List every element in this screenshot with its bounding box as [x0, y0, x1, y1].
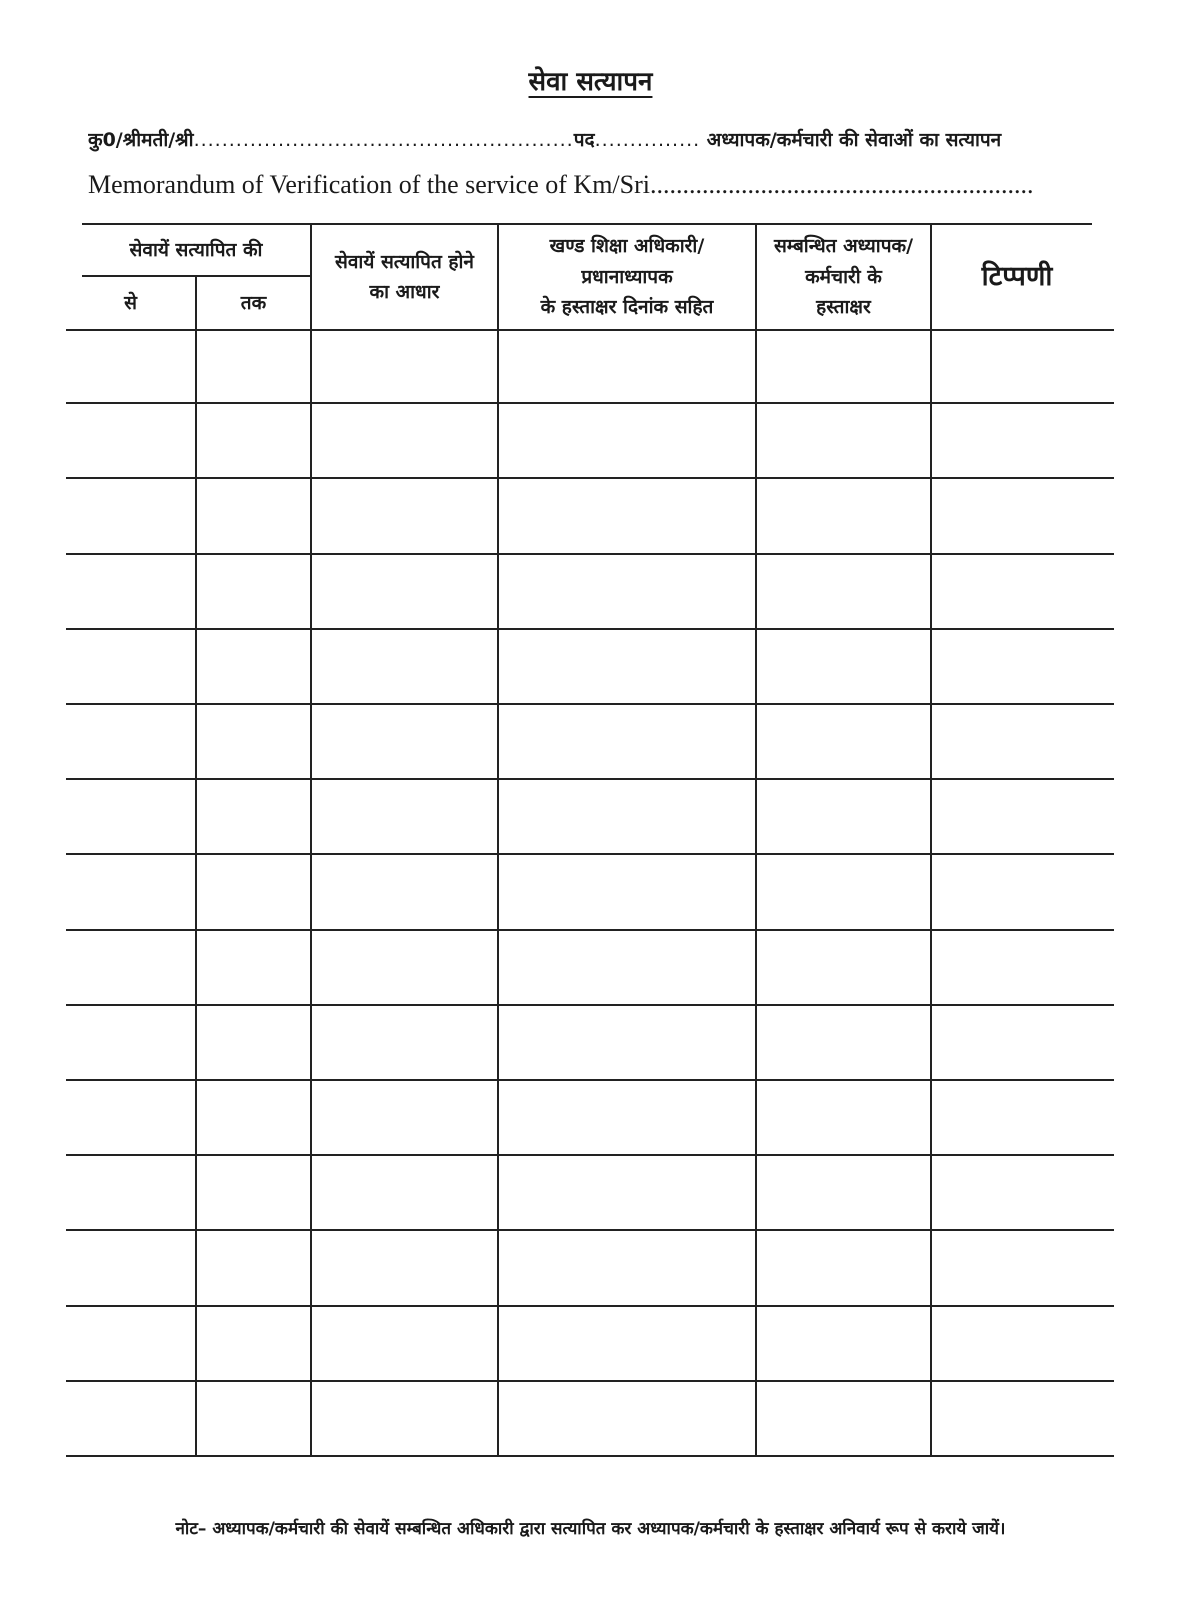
- cell-officer-signature[interactable]: [499, 479, 757, 554]
- cell-basis[interactable]: [312, 1006, 499, 1081]
- cell-basis[interactable]: [312, 404, 499, 479]
- table-row: [66, 855, 1114, 930]
- cell-employee-signature[interactable]: [757, 1006, 932, 1081]
- cell-basis[interactable]: [312, 479, 499, 554]
- cell-remarks[interactable]: [932, 1231, 1114, 1306]
- cell-basis[interactable]: [312, 855, 499, 930]
- post-blank[interactable]: ...............: [594, 129, 701, 151]
- cell-to[interactable]: [197, 1006, 312, 1081]
- header-employee-signature: [757, 225, 930, 329]
- form-title-text: सेवा सत्यापन: [528, 67, 653, 97]
- cell-remarks[interactable]: [932, 404, 1114, 479]
- cell-from[interactable]: [66, 630, 197, 705]
- cell-from[interactable]: [66, 780, 197, 855]
- table-row: [66, 555, 1114, 630]
- cell-from[interactable]: [66, 1156, 197, 1231]
- row-bottom-rule: [66, 1455, 1114, 1457]
- header-basis: [312, 225, 497, 329]
- cell-basis[interactable]: [312, 705, 499, 780]
- cell-to[interactable]: [197, 1307, 312, 1382]
- header-remarks-text: टिप्पणी: [981, 261, 1053, 293]
- header-remarks: [932, 225, 1102, 329]
- cell-officer-signature[interactable]: [499, 931, 757, 1006]
- header-verified-period: [82, 225, 310, 275]
- cell-remarks[interactable]: [932, 555, 1114, 630]
- header-basis-line-2: का आधार: [369, 281, 440, 303]
- cell-to[interactable]: [197, 630, 312, 705]
- header-employee-line-2: कर्मचारी के: [805, 265, 882, 288]
- cell-employee-signature[interactable]: [757, 931, 932, 1006]
- cell-officer-signature[interactable]: [499, 1307, 757, 1382]
- cell-to[interactable]: [197, 555, 312, 630]
- header-verified-period-text: सेवायें सत्यापित की: [129, 238, 263, 261]
- cell-officer-signature[interactable]: [499, 329, 757, 404]
- table-row: [66, 931, 1114, 1006]
- cell-officer-signature[interactable]: [499, 404, 757, 479]
- table-row: [66, 1382, 1114, 1457]
- cell-from[interactable]: [66, 1382, 197, 1457]
- cell-employee-signature[interactable]: [757, 1382, 932, 1457]
- cell-from[interactable]: [66, 555, 197, 630]
- cell-remarks[interactable]: [932, 855, 1114, 930]
- table-row: [66, 404, 1114, 479]
- cell-officer-signature[interactable]: [499, 1081, 757, 1156]
- cell-from[interactable]: [66, 1231, 197, 1306]
- cell-officer-signature[interactable]: [499, 855, 757, 930]
- table-row: [66, 705, 1114, 780]
- name-prefix: कु0/श्रीमती/श्री: [88, 129, 194, 151]
- name-line-suffix: अध्यापक/कर्मचारी की सेवाओं का सत्यापन: [700, 129, 1002, 151]
- cell-officer-signature[interactable]: [499, 1382, 757, 1457]
- employee-name-line: [88, 126, 1073, 152]
- cell-basis[interactable]: [312, 630, 499, 705]
- cell-employee-signature[interactable]: [757, 780, 932, 855]
- cell-basis[interactable]: [312, 555, 499, 630]
- header-officer-line-1: खण्ड शिक्षा अधिकारी/: [549, 235, 705, 258]
- table-row: [66, 1231, 1114, 1306]
- cell-employee-signature[interactable]: [757, 479, 932, 554]
- cell-officer-signature[interactable]: [499, 1006, 757, 1081]
- header-from: [66, 277, 195, 329]
- column-divider-from: [195, 329, 197, 1457]
- cell-officer-signature[interactable]: [499, 555, 757, 630]
- header-employee-line-3: हस्ताक्षर: [816, 296, 871, 319]
- cell-from[interactable]: [66, 404, 197, 479]
- cell-to[interactable]: [197, 931, 312, 1006]
- memorandum-text: Memorandum of Verification of the service of Km/Sri: [88, 170, 650, 199]
- header-employee-line-1: सम्बन्धित अध्यापक/: [773, 235, 914, 258]
- header-officer-line-3: के हस्ताक्षर दिनांक सहित: [540, 296, 714, 319]
- cell-basis[interactable]: [312, 1231, 499, 1306]
- cell-remarks[interactable]: [932, 1006, 1114, 1081]
- cell-to[interactable]: [197, 479, 312, 554]
- cell-basis[interactable]: [312, 1307, 499, 1382]
- cell-remarks[interactable]: [932, 1081, 1114, 1156]
- cell-basis[interactable]: [312, 780, 499, 855]
- cell-to[interactable]: [197, 780, 312, 855]
- cell-to[interactable]: [197, 855, 312, 930]
- cell-from[interactable]: [66, 329, 197, 404]
- cell-basis[interactable]: [312, 1156, 499, 1231]
- cell-remarks[interactable]: [932, 479, 1114, 554]
- column-divider-employee-signature: [930, 329, 932, 1457]
- service-verification-table: [66, 225, 1114, 1457]
- post-label: पद: [573, 129, 595, 151]
- cell-from[interactable]: [66, 705, 197, 780]
- cell-employee-signature[interactable]: [757, 855, 932, 930]
- cell-from[interactable]: [66, 1307, 197, 1382]
- cell-remarks[interactable]: [932, 329, 1114, 404]
- cell-from[interactable]: [66, 855, 197, 930]
- cell-employee-signature[interactable]: [757, 1156, 932, 1231]
- header-to: [197, 277, 310, 329]
- cell-basis[interactable]: [312, 1081, 499, 1156]
- table-body: [66, 329, 1114, 1457]
- table-row: [66, 630, 1114, 705]
- cell-to[interactable]: [197, 1081, 312, 1156]
- header-from-text: से: [124, 291, 137, 314]
- table-row: [66, 1156, 1114, 1231]
- cell-basis[interactable]: [312, 329, 499, 404]
- column-divider-to: [310, 329, 312, 1457]
- header-basis-line-1: सेवायें सत्यापित होने: [335, 250, 474, 273]
- cell-remarks[interactable]: [932, 780, 1114, 855]
- table-row: [66, 479, 1114, 554]
- cell-employee-signature[interactable]: [757, 1081, 932, 1156]
- cell-remarks[interactable]: [932, 1156, 1114, 1231]
- cell-employee-signature[interactable]: [757, 705, 932, 780]
- header-officer-line-2: प्रधानाध्यापक: [581, 265, 673, 288]
- cell-employee-signature[interactable]: [757, 630, 932, 705]
- cell-employee-signature[interactable]: [757, 329, 932, 404]
- cell-officer-signature[interactable]: [499, 1156, 757, 1231]
- table-row: [66, 1006, 1114, 1081]
- cell-to[interactable]: [197, 1382, 312, 1457]
- name-blank[interactable]: ......................................................: [193, 129, 574, 151]
- cell-officer-signature[interactable]: [499, 1231, 757, 1306]
- cell-employee-signature[interactable]: [757, 1231, 932, 1306]
- cell-from[interactable]: [66, 479, 197, 554]
- cell-officer-signature[interactable]: [499, 780, 757, 855]
- cell-employee-signature[interactable]: [757, 555, 932, 630]
- table-row: [66, 1081, 1114, 1156]
- header-to-text: तक: [240, 291, 267, 314]
- cell-basis[interactable]: [312, 1382, 499, 1457]
- cell-to[interactable]: [197, 404, 312, 479]
- cell-remarks[interactable]: [932, 1307, 1114, 1382]
- cell-officer-signature[interactable]: [499, 705, 757, 780]
- column-divider-officer-signature: [755, 329, 757, 1457]
- table-row: [66, 329, 1114, 404]
- cell-officer-signature[interactable]: [499, 630, 757, 705]
- footer-note: नोट– अध्यापक/कर्मचारी की सेवायें सम्बन्धित अधिकारी द्वारा सत्यापित कर अध्यापक/कर्मचारी के हस्ताक्षर अनिवार्य रूप से कराये जायें।: [175, 1519, 1006, 1539]
- cell-employee-signature[interactable]: [757, 404, 932, 479]
- cell-remarks[interactable]: [932, 931, 1114, 1006]
- cell-to[interactable]: [197, 329, 312, 404]
- table-row: [66, 780, 1114, 855]
- memorandum-line: [88, 170, 1073, 200]
- memorandum-blank[interactable]: ...........................................................: [649, 170, 1034, 199]
- cell-remarks[interactable]: [932, 1382, 1114, 1457]
- cell-basis[interactable]: [312, 931, 499, 1006]
- cell-employee-signature[interactable]: [757, 1307, 932, 1382]
- cell-from[interactable]: [66, 1006, 197, 1081]
- cell-from[interactable]: [66, 1081, 197, 1156]
- cell-to[interactable]: [197, 1231, 312, 1306]
- cell-from[interactable]: [66, 931, 197, 1006]
- form-title: [0, 62, 1181, 98]
- cell-remarks[interactable]: [932, 705, 1114, 780]
- cell-remarks[interactable]: [932, 630, 1114, 705]
- cell-to[interactable]: [197, 705, 312, 780]
- table-row: [66, 1307, 1114, 1382]
- cell-to[interactable]: [197, 1156, 312, 1231]
- column-divider-basis: [497, 329, 499, 1457]
- header-officer-signature: [499, 225, 755, 329]
